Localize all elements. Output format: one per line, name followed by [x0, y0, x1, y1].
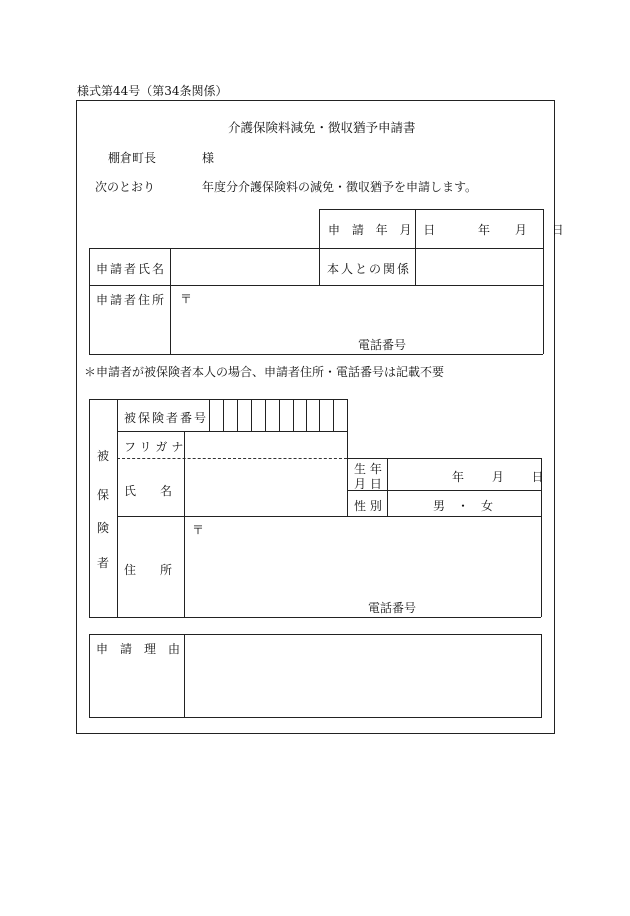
birth-label-1: 生 年 [354, 462, 382, 476]
insured-name-label: 氏 名 [124, 484, 173, 498]
relation-label: 本人との関係 [327, 262, 412, 276]
applicant-postal-mark: 〒 [180, 292, 193, 306]
application-date-label: 申 請 年 月 日 [328, 223, 440, 237]
applicant-address-field[interactable] [172, 305, 540, 333]
applicant-name-field[interactable] [172, 250, 318, 284]
sex-label: 性 別 [354, 499, 382, 513]
intro-prefix: 次のとおり [95, 180, 156, 194]
insured-number-label: 被保険者番号 [124, 411, 209, 425]
insured-side-label-2: 保 [97, 488, 110, 502]
form-number: 様式第44号（第34条関係） [77, 84, 228, 98]
applicant-address-label: 申請者住所 [96, 293, 167, 307]
birth-date-field[interactable]: 年 月 日 [452, 470, 544, 484]
reason-label: 申 請 理 由 [96, 642, 181, 656]
relation-field[interactable] [417, 250, 541, 284]
insured-name-field[interactable] [186, 460, 346, 515]
furigana-field[interactable] [186, 433, 346, 457]
insured-side-label-1: 被 [97, 449, 110, 463]
insured-address-label: 住 所 [124, 563, 173, 577]
insured-postal-mark: 〒 [192, 523, 205, 537]
insured-side-label-3: 険 [97, 521, 110, 535]
addressee-name: 棚倉町長 [108, 151, 157, 165]
applicant-name-label: 申請者氏名 [96, 262, 167, 276]
note-text: ＊申請者が被保険者本人の場合、申請者住所・電話番号は記載不要 [84, 365, 445, 379]
sex-field[interactable]: 男 ・ 女 [433, 499, 494, 513]
birth-label-2: 月 日 [354, 477, 382, 491]
furigana-label: フリガナ [124, 440, 188, 454]
insured-phone-label: 電話番号 [368, 601, 417, 615]
application-date-field[interactable]: 年 月 日 [478, 223, 567, 237]
addressee-honorific: 様 [202, 151, 215, 165]
insured-address-field[interactable] [186, 538, 538, 588]
applicant-phone-label: 電話番号 [358, 338, 407, 352]
insured-side-label-4: 者 [97, 556, 110, 570]
reason-field[interactable] [186, 636, 540, 716]
form-title: 介護保険料減免・徴収猶予申請書 [228, 120, 416, 135]
intro-text: 年度分介護保険料の減免・徴収猶予を申請します。 [202, 180, 478, 194]
insured-number-field[interactable] [210, 401, 346, 430]
